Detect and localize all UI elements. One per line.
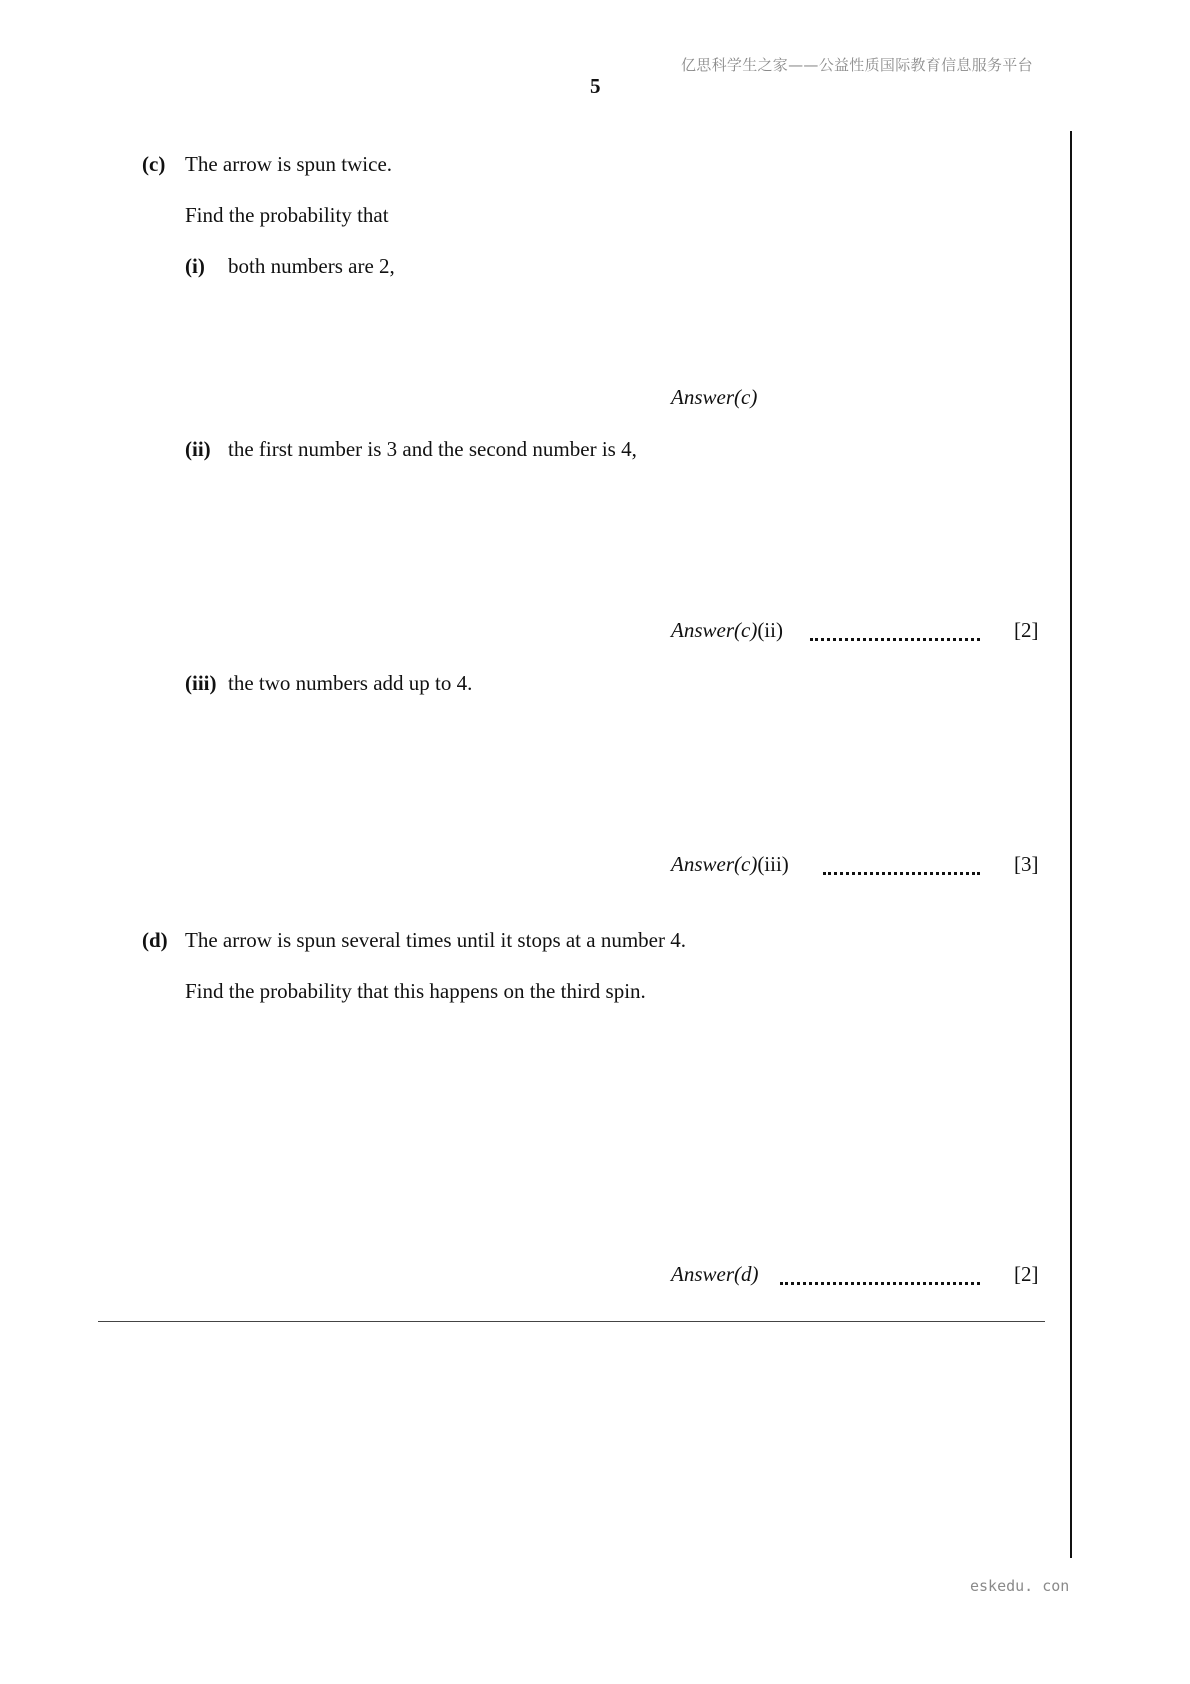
- part-c-iii-answer-line[interactable]: [823, 872, 980, 875]
- header-watermark: 亿思科学生之家——公益性质国际教育信息服务平台: [681, 56, 1033, 74]
- part-d-text: The arrow is spun several times until it stops at a number 4.: [185, 928, 686, 952]
- part-c-iii-label: (iii): [185, 671, 217, 695]
- part-c-ii-answer-line[interactable]: [810, 638, 980, 641]
- part-c-iii-answer-label: Answer(c)(iii): [671, 852, 789, 876]
- right-margin-rule: [1070, 131, 1072, 1558]
- part-c-i-text: both numbers are 2,: [228, 254, 395, 278]
- part-c-label: (c): [142, 152, 166, 176]
- part-d-answer-line[interactable]: [780, 1282, 980, 1285]
- part-c-i-answer-label: Answer(c): [671, 385, 758, 409]
- page-number: 5: [590, 74, 601, 98]
- part-c-iii-marks: [3]: [1014, 852, 1039, 876]
- part-d-label: (d): [142, 928, 168, 952]
- part-d-marks: [2]: [1014, 1262, 1039, 1286]
- part-c-ii-marks: [2]: [1014, 618, 1039, 642]
- part-d-answer-label: Answer(d): [671, 1262, 759, 1286]
- part-c-ii-label: (ii): [185, 437, 211, 461]
- part-c-instruction: Find the probability that: [185, 203, 389, 227]
- part-c-iii-text: the two numbers add up to 4.: [228, 671, 473, 695]
- part-c-ii-text: the first number is 3 and the second number is 4,: [228, 437, 637, 461]
- footer-watermark: eskedu. con: [970, 1577, 1070, 1595]
- part-d-instruction: Find the probability that this happens on the third spin.: [185, 979, 646, 1003]
- part-c-i-label: (i): [185, 254, 205, 278]
- part-c-text: The arrow is spun twice.: [185, 152, 393, 176]
- part-c-ii-answer-label: Answer(c)(ii): [671, 618, 783, 642]
- question-end-rule: [98, 1321, 1045, 1322]
